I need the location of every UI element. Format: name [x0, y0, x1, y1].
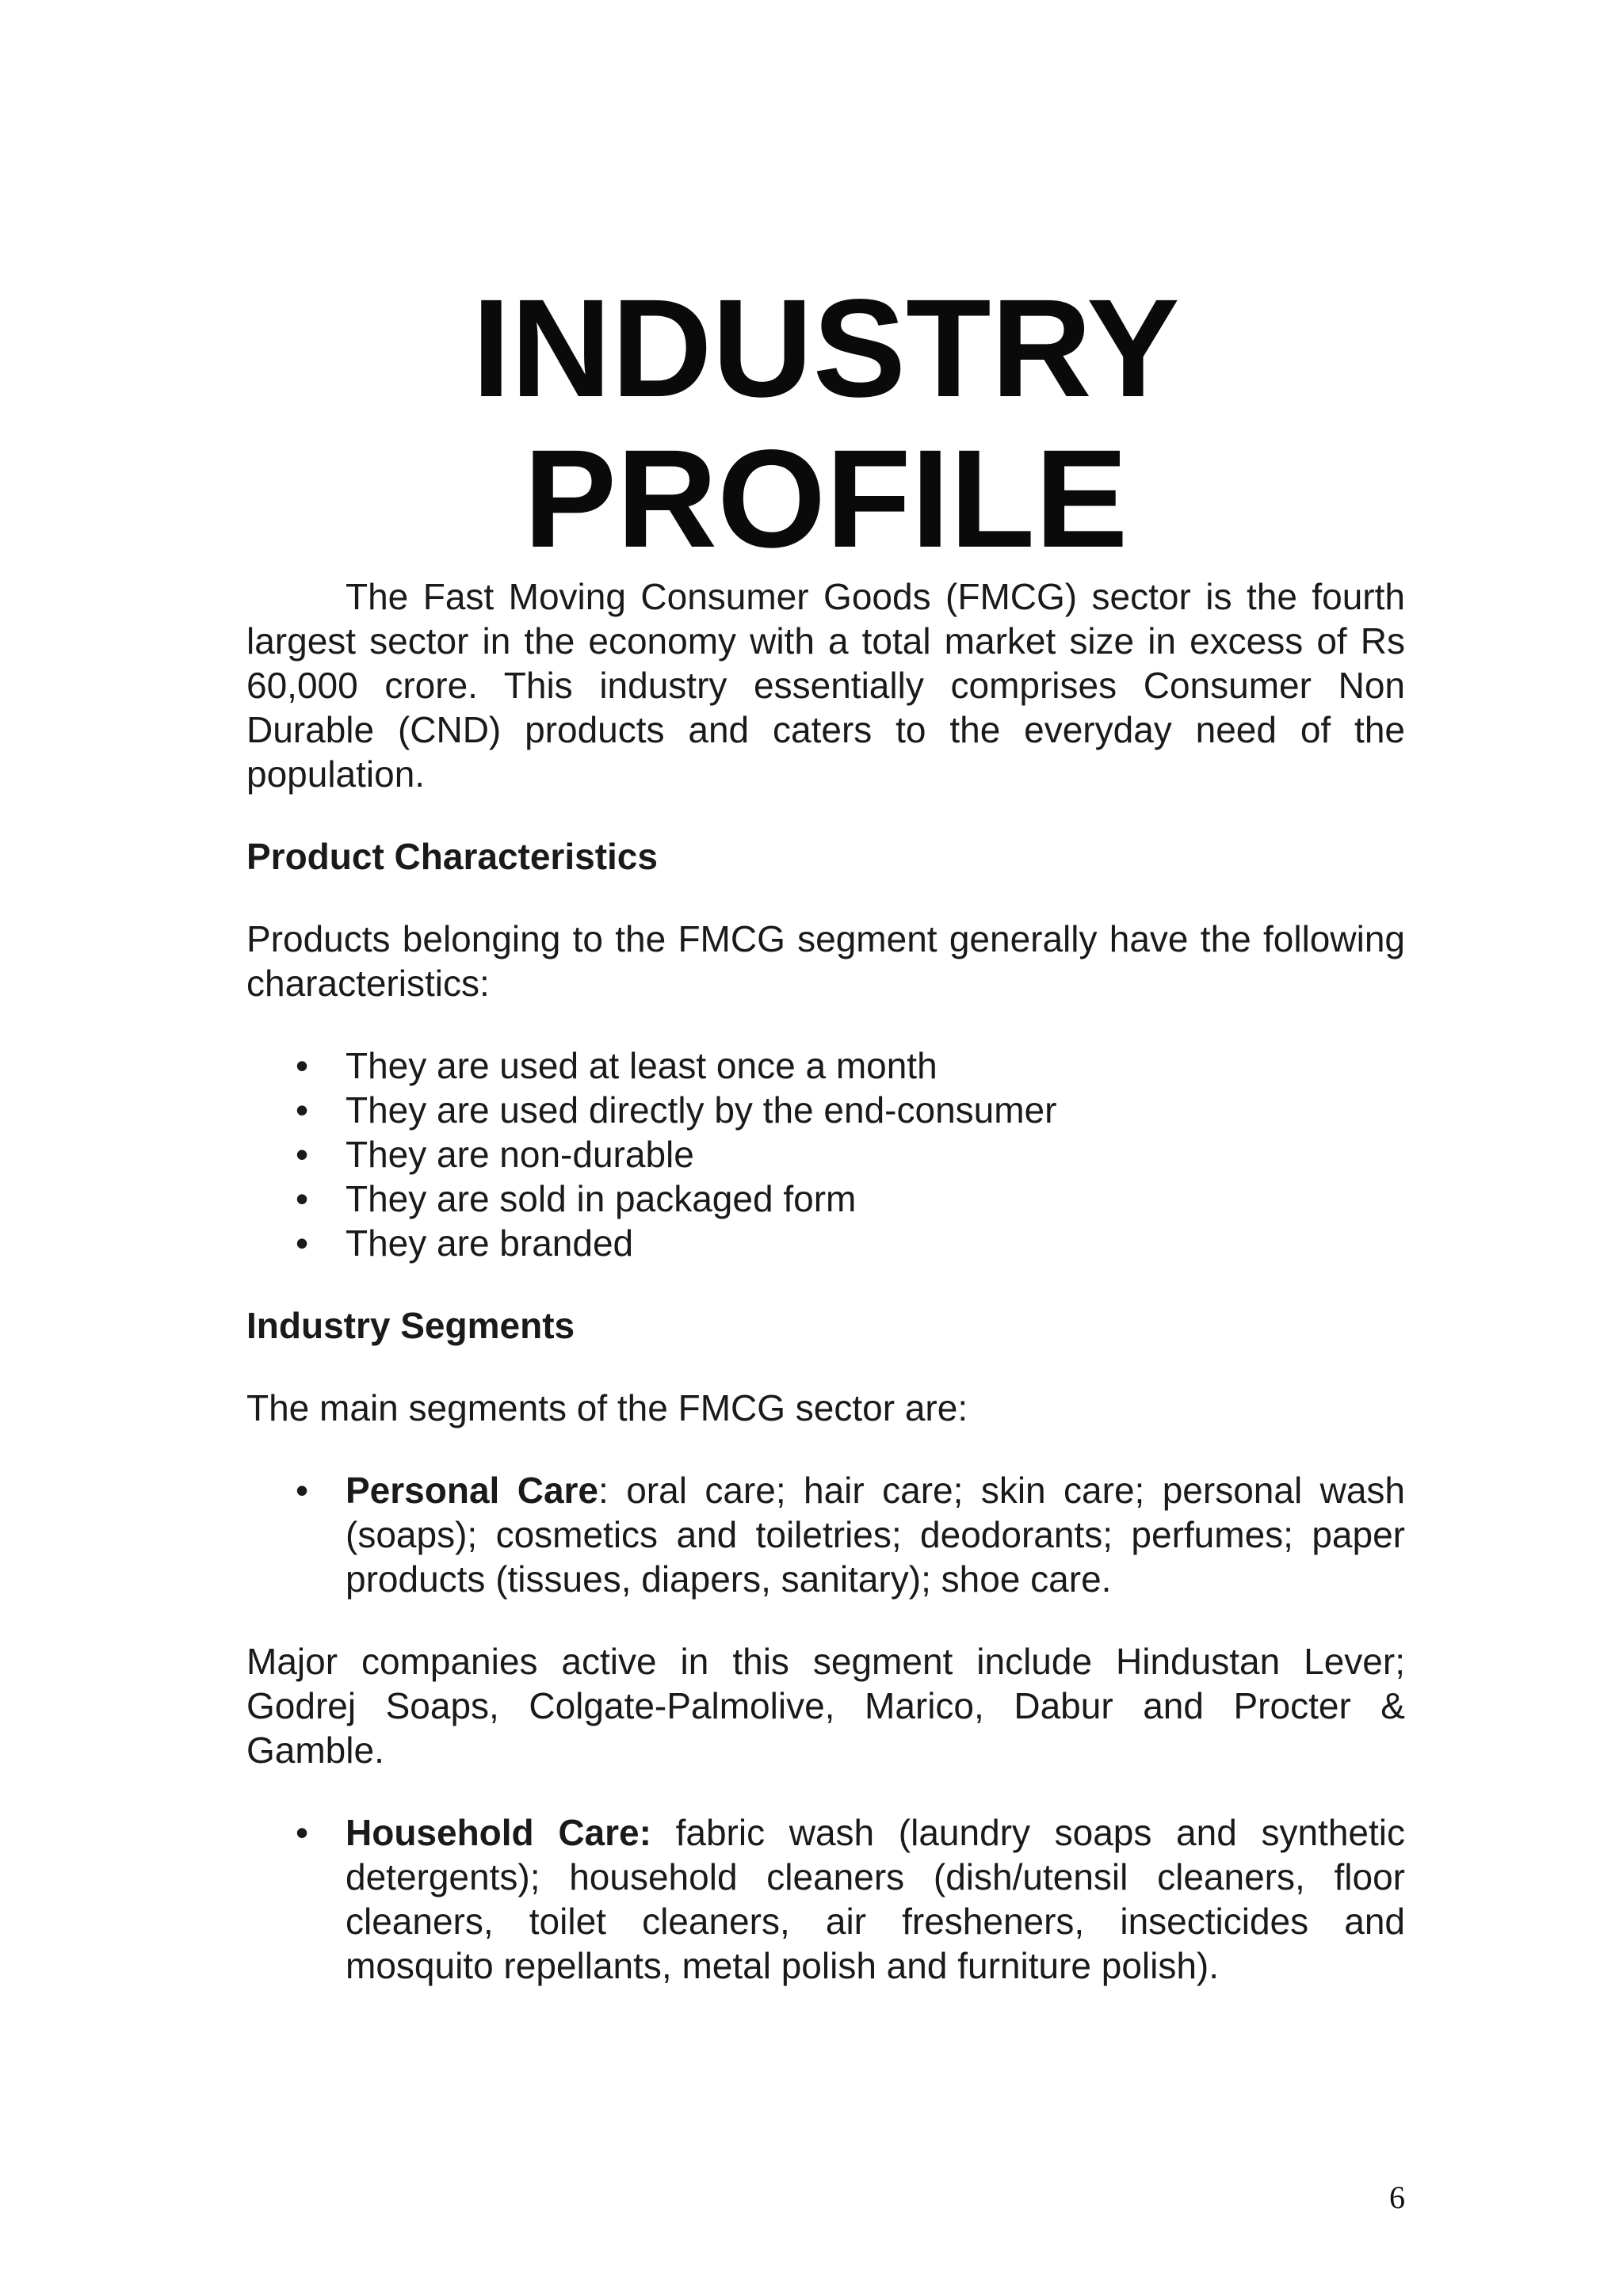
list-item [246, 1088, 1405, 1132]
segment-label-personal-care: Personal Care [346, 1470, 599, 1511]
personal-care-companies-paragraph: Major companies active in this segment include Hindustan Lever; Godrej Soaps, Colgate-Palmolive, Marico, Dabur and Procter & Gamble. [246, 1641, 1405, 1771]
list-item [246, 1221, 1405, 1265]
list-item [246, 1132, 1405, 1177]
bullet-icon: • [296, 1222, 309, 1264]
bullet-icon: • [296, 1134, 309, 1175]
segment-text-personal-care: : oral care; hair care; skin care; personal wash (soaps); cosmetics and toiletries; deodorants; perfumes; paper products (tissues, diapers, sanitary); shoe care. [346, 1470, 1405, 1600]
intro-paragraph: The Fast Moving Consumer Goods (FMCG) sector is the fourth largest sector in the economy with a total market size in excess of Rs 60,000 crore. This industry essentially comprises Consumer Non Durable (CND) products and caters to the everyday need of the population. [246, 576, 1405, 795]
list-item-text: They are non-durable [346, 1134, 694, 1175]
product-characteristics-lead: Products belonging to the FMCG segment generally have the following characteristics: [246, 918, 1405, 1004]
section-heading-product-characteristics: Product Characteristics [246, 836, 658, 877]
segment-list-household-care [246, 1810, 1405, 1988]
list-item [246, 1468, 1405, 1601]
list-item-text: They are sold in packaged form [346, 1178, 857, 1219]
list-item-text: They are used at least once a month [346, 1045, 938, 1086]
bullet-icon: • [296, 1089, 309, 1131]
page-number: 6 [1389, 2180, 1405, 2215]
segment-text-household-care: fabric wash (laundry soaps and synthetic detergents); household cleaners (dish/utensil cleaners, floor cleaners, toilet cleaners, air fresheners, insecticides and mosquito repellants, metal polish and furniture polish). [346, 1812, 1405, 1986]
bullet-icon: • [296, 1178, 309, 1219]
list-item [246, 1177, 1405, 1221]
list-item [246, 1810, 1405, 1988]
list-item [246, 1043, 1405, 1088]
product-characteristics-list [246, 1043, 1405, 1265]
document-page [246, 0, 1405, 2296]
list-item-text: They are branded [346, 1222, 634, 1264]
segment-list-personal-care [246, 1468, 1405, 1601]
page-title-line-2: PROFILE [523, 421, 1128, 577]
list-item-text: They are used directly by the end-consumer [346, 1089, 1057, 1131]
page-title [246, 0, 1405, 577]
segment-label-household-care: Household Care: [346, 1812, 651, 1853]
industry-segments-lead: The main segments of the FMCG sector are: [246, 1387, 968, 1428]
bullet-icon: • [296, 1045, 309, 1086]
bullet-icon: • [296, 1470, 309, 1511]
section-heading-industry-segments: Industry Segments [246, 1305, 575, 1346]
bullet-icon: • [296, 1812, 309, 1853]
page-title-line-1: INDUSTRY [472, 271, 1180, 426]
